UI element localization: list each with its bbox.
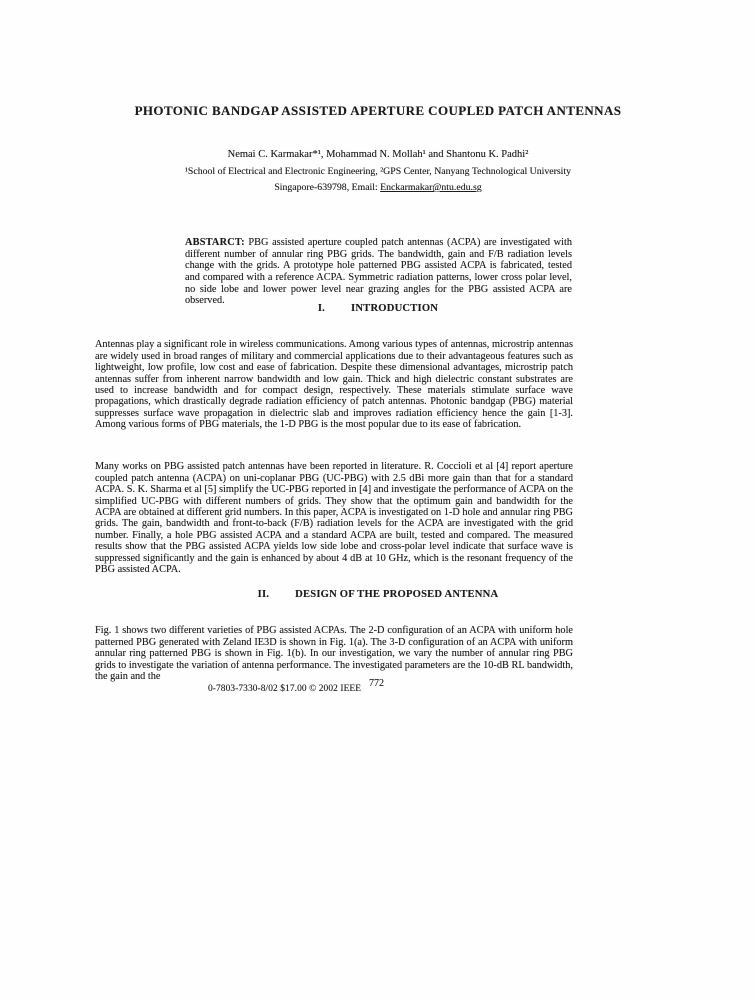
- design-paragraph-1: Fig. 1 shows two different varieties of PBG assisted ACPAs. The 2-D configuration of an ACPA with uniform hole patterned PBG generated with Zeland IE3D is shown in Fig. 1(a). The 3-D configuration of an ACPA with uniform annular ring patterned PBG is shown in Fig. 1(b). In our investigation, we vary the number of annular ring PBG grids to investigate the variation of antenna performance. The investigated parameters are the 10-dB RL bandwidth, the gain and the: [95, 625, 573, 682]
- section-title: DESIGN OF THE PROPOSED ANTENNA: [295, 589, 499, 600]
- abstract-label: ABSTARCT:: [185, 237, 245, 249]
- contact-prefix: Singapore-639798, Email:: [274, 182, 381, 193]
- footer-page-number: 772: [369, 678, 384, 689]
- section-number: II.: [257, 589, 270, 600]
- authors-line: Nemai C. Karmakar*¹, Mohammad N. Mollah¹ and Shantonu K. Padhi²: [227, 149, 529, 160]
- section-heading-design: [95, 589, 661, 600]
- section-number: I.: [317, 303, 325, 314]
- paper-title: PHOTONIC BANDGAP ASSISTED APERTURE COUPLED PATCH ANTENNAS: [134, 102, 622, 118]
- affiliation-line: ¹School of Electrical and Electronic Engineering, ²GPS Center, Nanyang Technological University: [184, 166, 572, 177]
- intro-paragraph-2: Many works on PBG assisted patch antennas have been reported in literature. R. Coccioli et al [4] report aperture coupled patch antenna (ACPA) on uni-coplanar PBG (UC-PBG) with 2.5 dBi more gain than that for a standard ACPA. S. K. Sharma et al [5] simplify the UC-PBG reported in [4] and investigate the performance of ACPA on the simplified UC-PBG with different numbers of grids. They show that the optimum gain and bandwidth for the ACPA are obtained at different grid numbers. In this paper, ACPA is investigated on 1-D hole and annular ring PBG grids. The gain, bandwidth and front-to-back (F/B) radiation levels for the ACPA are investigated with the grid number. Finally, a hole PBG assisted ACPA and a standard ACPA are built, tested and compared. The measured results show that the PBG assisted ACPA yields low side lobe and cross-polar level indicate that surface wave is suppressed significantly and the gain is enhanced by about 4 dB at 10 GHz, which is the resonant frequency of the PBG assisted ACPA.: [95, 461, 573, 575]
- contact-line: [95, 182, 661, 193]
- email-link[interactable]: Enckarmakar@ntu.edu.sg: [380, 182, 482, 193]
- abstract-paragraph: [185, 237, 572, 307]
- intro-paragraph-1: Antennas play a significant role in wireless communications. Among various types of antennas, microstrip antennas are widely used in broad ranges of military and commercial applications due to their advantageous features such as lightweight, low profile, low cost and ease of fabrication. Despite these dimensional advantages, microstrip patch antennas suffer from inherent narrow bandwidth and low gain. Thick and high dielectric constant substrates are used to increase bandwidth and for compact design, respectively. These materials stimulate surface wave propagations, which drastically degrade radiation efficiency of patch antennas. Photonic bandgap (PBG) material suppresses surface wave propagation in dielectric slab and improves radiation efficiency hence the gain [1-3]. Among various forms of PBG materials, the 1-D PBG is the most popular due to its ease of fabrication.: [95, 339, 573, 431]
- footer-copyright: 0-7803-7330-8/02 $17.00 © 2002 IEEE: [208, 684, 362, 694]
- section-heading-introduction: [95, 303, 661, 314]
- abstract-text: PBG assisted aperture coupled patch antennas (ACPA) are investigated with different number of annular ring PBG grids. The bandwidth, gain and F/B radiation levels change with the grids. A prototype hole patterned PBG assisted ACPA is fabricated, tested and compared with a reference ACPA. Symmetric radiation patterns, lower cross polar level, no side lobe and lower power level near grazing angles for the PBG assisted ACPA are observed.: [185, 237, 572, 307]
- section-title: INTRODUCTION: [351, 303, 439, 314]
